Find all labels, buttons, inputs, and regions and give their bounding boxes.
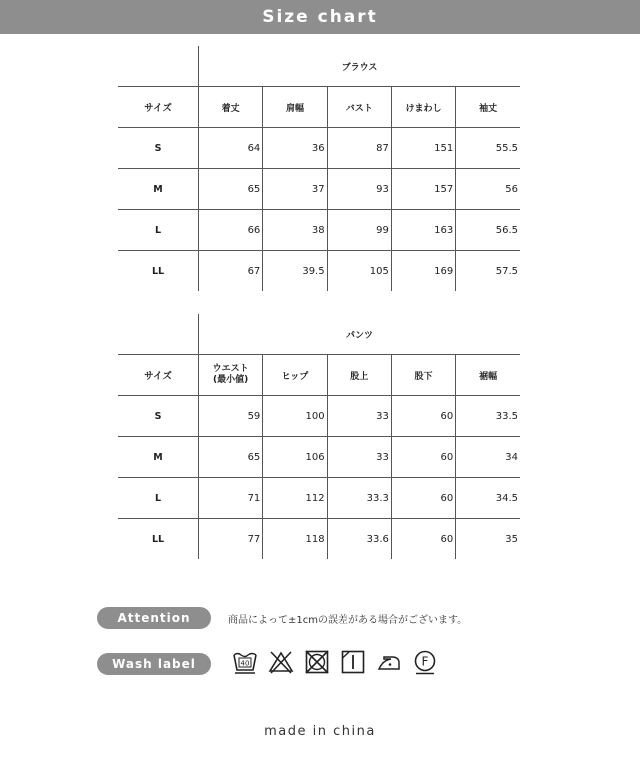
table-cell: 105: [327, 251, 391, 292]
table-row: [118, 396, 520, 437]
size-label: S: [118, 396, 199, 437]
table-cell: 71: [199, 478, 263, 519]
table-row: [118, 210, 520, 251]
wash-label-pill: Wash label: [97, 653, 211, 675]
table-cell: 33.5: [456, 396, 520, 437]
table-cell: 60: [391, 396, 455, 437]
table-cell: 56.5: [456, 210, 520, 251]
table-cell: 33.3: [327, 478, 391, 519]
table-cell: 65: [199, 169, 263, 210]
table-cell: 67: [199, 251, 263, 292]
attention-pill: Attention: [97, 607, 211, 629]
dry-clean-letter: F: [421, 654, 429, 669]
table-cell: 151: [391, 128, 455, 169]
table-cell: 60: [391, 437, 455, 478]
page-title: Size chart: [262, 7, 378, 27]
blouse-size-table: [118, 46, 520, 291]
attention-text: 商品によって±1cmの誤差がある場合がございます。: [228, 615, 468, 626]
column-header-size: サイズ: [118, 87, 199, 128]
table-row: [118, 478, 520, 519]
column-header: 着丈: [199, 87, 263, 128]
table-cell: 38: [263, 210, 327, 251]
table-cell: 57.5: [456, 251, 520, 292]
column-header: バスト: [327, 87, 391, 128]
table-cell: 35: [456, 519, 520, 560]
washtub-40-icon: [232, 649, 258, 675]
size-label: L: [118, 478, 199, 519]
column-header-label: ウエスト: [212, 364, 249, 374]
table-cell: 157: [391, 169, 455, 210]
column-header: けまわし: [391, 87, 455, 128]
table-cell: 55.5: [456, 128, 520, 169]
table-row: [118, 437, 520, 478]
no-bleach-icon: [268, 649, 294, 675]
table-cell: 169: [391, 251, 455, 292]
column-header: 肩幅: [263, 87, 327, 128]
column-header: [199, 355, 263, 396]
column-header: 股下: [391, 355, 455, 396]
table-corner-blank: [118, 314, 199, 355]
table-cell: 112: [263, 478, 327, 519]
table-row: [118, 169, 520, 210]
column-header-size: サイズ: [118, 355, 199, 396]
table-row: [118, 519, 520, 560]
wash-temp: 40: [240, 659, 250, 668]
table-cell: 66: [199, 210, 263, 251]
pants-caption: パンツ: [199, 314, 521, 355]
dry-clean-f-icon: [412, 649, 438, 675]
table-cell: 87: [327, 128, 391, 169]
table-cell: 33.6: [327, 519, 391, 560]
table-cell: 106: [263, 437, 327, 478]
table-cell: 34: [456, 437, 520, 478]
table-cell: 59: [199, 396, 263, 437]
table-cell: 65: [199, 437, 263, 478]
table-cell: 99: [327, 210, 391, 251]
header-bar: [0, 0, 640, 34]
table-cell: 118: [263, 519, 327, 560]
size-label: LL: [151, 265, 165, 277]
column-header: 袖丈: [456, 87, 520, 128]
table-cell: 60: [391, 519, 455, 560]
no-tumble-dry-icon: [304, 649, 330, 675]
blouse-caption: ブラウス: [199, 46, 521, 87]
table-cell: 60: [391, 478, 455, 519]
table-cell: 33: [327, 396, 391, 437]
size-label: S: [118, 128, 199, 169]
table-cell: 37: [263, 169, 327, 210]
table-cell: 39.5: [263, 251, 327, 292]
table-cell: 100: [263, 396, 327, 437]
size-label: L: [118, 210, 199, 251]
column-header: ヒップ: [263, 355, 327, 396]
line-dry-icon: [340, 649, 366, 675]
table-row: [118, 251, 520, 292]
table-cell: 93: [327, 169, 391, 210]
pants-size-table: [118, 314, 520, 559]
table-corner-blank: [118, 46, 199, 87]
column-header: 裾幅: [456, 355, 520, 396]
table-cell: 64: [199, 128, 263, 169]
table-cell: 163: [391, 210, 455, 251]
column-header-sub: (最小値): [213, 375, 249, 385]
table-row: [118, 128, 520, 169]
size-label: LL: [151, 533, 165, 545]
table-cell: 34.5: [456, 478, 520, 519]
iron-low-icon: [376, 649, 402, 675]
column-header: 股上: [327, 355, 391, 396]
table-cell: 77: [199, 519, 263, 560]
origin-text: made in china: [264, 724, 376, 739]
size-label: M: [118, 169, 199, 210]
wash-icons: [232, 649, 438, 675]
table-cell: 33: [327, 437, 391, 478]
table-cell: 36: [263, 128, 327, 169]
size-label: M: [118, 437, 199, 478]
table-cell: 56: [456, 169, 520, 210]
